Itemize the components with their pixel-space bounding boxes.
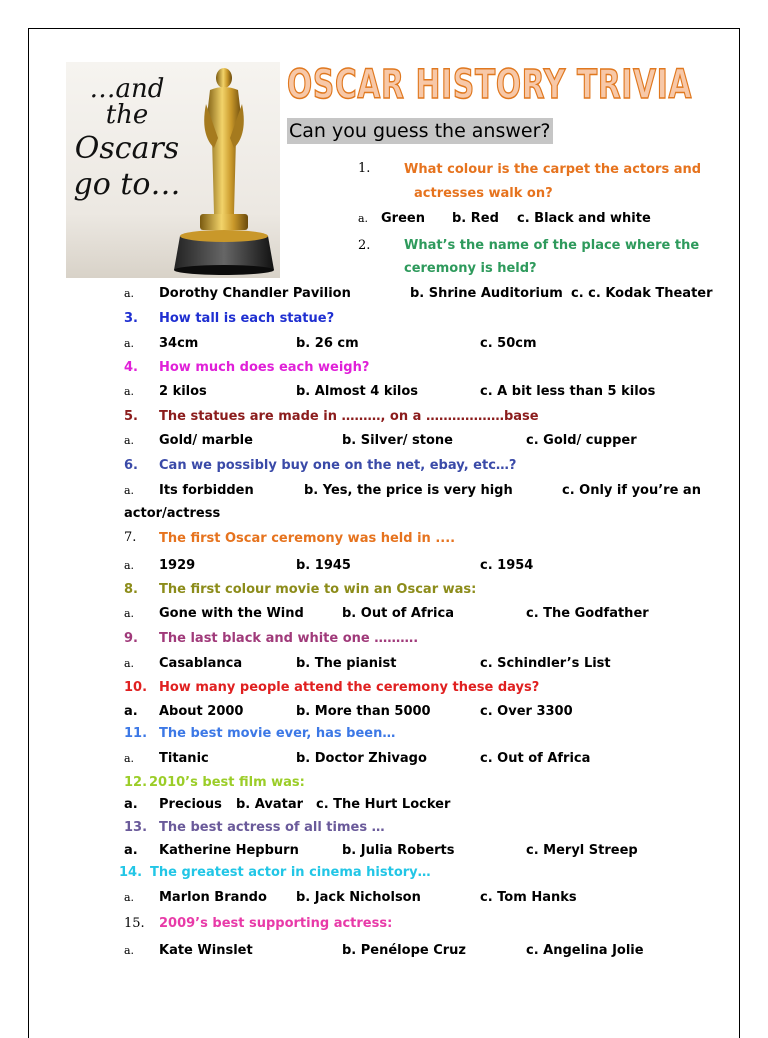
question-14-marker: a. [124, 891, 135, 904]
question-9-text: The last black and white one ………. [159, 631, 419, 646]
question-1-text-line-2: actresses walk on? [414, 186, 553, 201]
question-10-text: How many people attend the ceremony these days? [159, 680, 540, 695]
question-13-option-a: Katherine Hepburn [159, 843, 299, 858]
question-10-option-a: About 2000 [159, 704, 244, 719]
question-7-option-c: c. 1954 [480, 558, 534, 573]
question-9-option-c: c. Schindler’s List [480, 656, 611, 671]
question-6-option-a: Its forbidden [159, 483, 254, 498]
question-7-option-a: 1929 [159, 558, 196, 573]
question-4-text: How much does each weigh? [159, 360, 370, 375]
logo-line-3: go to… [73, 167, 181, 202]
question-5-text: The statues are made in ………, on a ………………base [159, 409, 539, 424]
question-14-number: 14. [119, 865, 143, 880]
question-10-marker: a. [124, 704, 138, 719]
question-2-number: 2. [358, 238, 371, 253]
question-12-number: 12. [124, 775, 148, 790]
question-5-marker: a. [124, 434, 135, 447]
question-14-option-a: Marlon Brando [159, 890, 267, 905]
question-4-option-c: c. A bit less than 5 kilos [480, 384, 656, 399]
question-15-marker: a. [124, 944, 135, 957]
question-10-number: 10. [124, 680, 148, 695]
question-9-number: 9. [124, 631, 138, 646]
logo-caption [72, 76, 182, 200]
question-1-option-c: c. Black and white [517, 211, 651, 226]
question-2-text-line-1: What’s the name of the place where the [404, 238, 700, 253]
question-1-text-line-1: What colour is the carpet the actors and [404, 162, 702, 177]
question-2-option-a: Dorothy Chandler Pavilion [159, 286, 351, 301]
question-8-option-b: b. Out of Africa [342, 606, 454, 621]
question-8-option-c: c. The Godfather [526, 606, 649, 621]
question-3-option-c: c. 50cm [480, 336, 537, 351]
question-15-number: 15. [124, 916, 145, 931]
question-4-option-a: 2 kilos [159, 384, 207, 399]
question-9-option-b: b. The pianist [296, 656, 397, 671]
question-14-text: The greatest actor in cinema history… [150, 865, 431, 880]
question-6-option-c-continued: actor/actress [124, 506, 221, 521]
question-1-marker: a. [358, 212, 369, 225]
question-10-option-c: c. Over 3300 [480, 704, 573, 719]
question-13-option-b: b. Julia Roberts [342, 843, 455, 858]
question-12-text: 2010’s best film was: [149, 775, 305, 790]
question-9-marker: a. [124, 657, 135, 670]
question-13-text: The best actress of all times … [159, 820, 385, 835]
question-6-option-c: c. Only if you’re an [562, 483, 701, 498]
question-6-number: 6. [124, 458, 138, 473]
question-11-option-a: Titanic [159, 751, 209, 766]
question-5-option-a: Gold/ marble [159, 433, 253, 448]
oscar-statue-icon [170, 64, 278, 276]
question-8-option-a: Gone with the Wind [159, 606, 304, 621]
question-7-marker: a. [124, 559, 135, 572]
question-15-option-c: c. Angelina Jolie [526, 943, 644, 958]
question-13-option-c: c. Meryl Streep [526, 843, 638, 858]
question-8-marker: a. [124, 607, 135, 620]
question-8-text: The first colour movie to win an Oscar was: [159, 582, 477, 597]
question-14-option-b: b. Jack Nicholson [296, 890, 421, 905]
question-5-number: 5. [124, 409, 138, 424]
question-9-option-a: Casablanca [159, 656, 243, 671]
question-1-option-a: Green [381, 211, 425, 226]
question-12-option-a: Precious [159, 797, 222, 812]
question-11-text: The best movie ever, has been… [159, 726, 396, 741]
question-7-option-b: b. 1945 [296, 558, 351, 573]
oscars-logo-image [66, 62, 280, 278]
question-2-marker: a. [124, 287, 135, 300]
question-2-option-c: c. c. Kodak Theater [571, 286, 713, 301]
question-4-marker: a. [124, 385, 135, 398]
question-1-option-b: b. Red [452, 211, 499, 226]
page-subtitle: Can you guess the answer? [289, 120, 551, 142]
page-title: OSCAR HISTORY TRIVIA [287, 62, 693, 108]
question-11-number: 11. [124, 726, 148, 741]
question-11-option-b: b. Doctor Zhivago [296, 751, 427, 766]
question-10-option-b: b. More than 5000 [296, 704, 431, 719]
question-6-option-b: b. Yes, the price is very high [304, 483, 513, 498]
question-6-text: Can we possibly buy one on the net, ebay, etc…? [159, 458, 517, 473]
question-3-option-a: 34cm [159, 336, 199, 351]
question-8-number: 8. [124, 582, 138, 597]
question-1-number: 1. [358, 161, 371, 176]
question-11-option-c: c. Out of Africa [480, 751, 591, 766]
question-6-marker: a. [124, 484, 135, 497]
logo-line-1: …and the [89, 74, 165, 130]
question-13-number: 13. [124, 820, 148, 835]
question-3-number: 3. [124, 311, 138, 326]
question-15-option-a: Kate Winslet [159, 943, 253, 958]
question-3-text: How tall is each statue? [159, 311, 335, 326]
question-12-marker: a. [124, 797, 138, 812]
question-14-option-c: c. Tom Hanks [480, 890, 577, 905]
logo-line-2: Oscars [74, 131, 180, 166]
question-4-number: 4. [124, 360, 138, 375]
question-5-option-c: c. Gold/ cupper [526, 433, 637, 448]
question-3-marker: a. [124, 337, 135, 350]
question-7-text: The first Oscar ceremony was held in .... [159, 531, 456, 546]
question-3-option-b: b. 26 cm [296, 336, 359, 351]
question-4-option-b: b. Almost 4 kilos [296, 384, 419, 399]
question-5-option-b: b. Silver/ stone [342, 433, 453, 448]
question-2-text-line-2: ceremony is held? [404, 261, 537, 276]
question-7-number: 7. [124, 530, 137, 545]
question-11-marker: a. [124, 752, 135, 765]
question-2-option-b: b. Shrine Auditorium [410, 286, 563, 301]
question-12-option-c: c. The Hurt Locker [316, 797, 451, 812]
question-15-text: 2009’s best supporting actress: [159, 916, 393, 931]
question-15-option-b: b. Penélope Cruz [342, 943, 466, 958]
question-13-marker: a. [124, 843, 138, 858]
question-12-option-b: b. Avatar [236, 797, 304, 812]
